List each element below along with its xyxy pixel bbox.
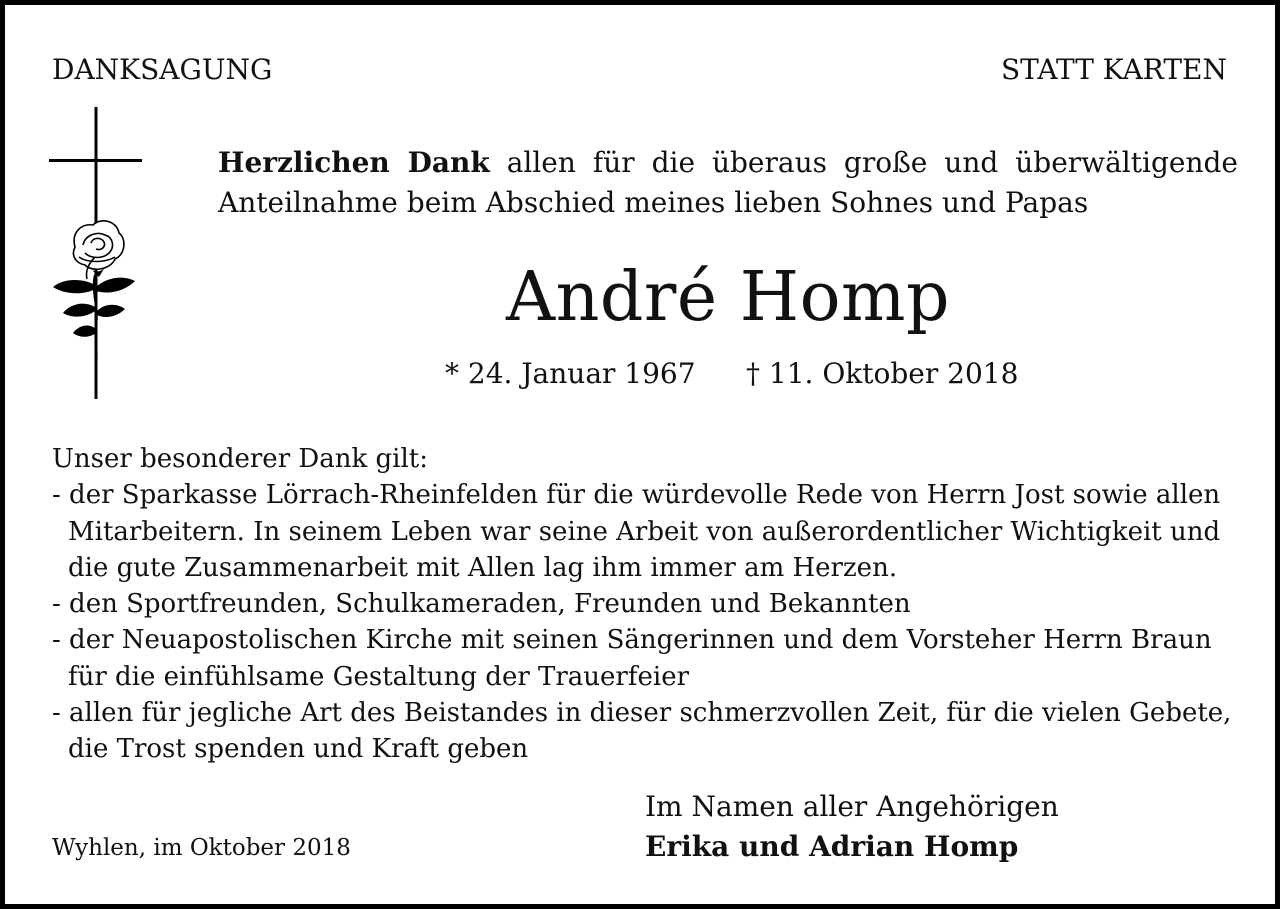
header-left: DANKSAGUNG <box>52 53 273 86</box>
thanks-item: - den Sportfreunden, Schulkameraden, Freunden und Bekannten <box>52 589 911 620</box>
thanks-heading: Unser besonderer Dank gilt: <box>52 444 428 474</box>
place-date: Wyhlen, im Oktober 2018 <box>52 835 351 861</box>
signature-names: Erika und Adrian Homp <box>645 830 1019 863</box>
thanks-section <box>52 441 1242 768</box>
intro-text <box>218 143 1238 223</box>
birth-date: * 24. Januar 1967 <box>445 357 696 390</box>
thanks-item: - der Neuapostolischen Kirche mit seinen Sängerinnen und dem Vorsteher Herrn Braun für die einfühlsame Gestaltung der Trauerfeier <box>52 625 1212 692</box>
signature-block <box>645 787 1059 867</box>
signature-line: Im Namen aller Angehörigen <box>645 790 1059 823</box>
header-right: STATT KARTEN <box>1001 53 1227 86</box>
thanks-item: - allen für jegliche Art des Beistandes in dieser schmerzvollen Zeit, für die vielen Gebete, die Trost spenden und Kraft geben <box>52 698 1232 765</box>
intro-line2: Anteilnahme beim Abschied meines lieben Sohnes und Papas <box>218 186 1089 219</box>
intro-bold: Herzlichen Dank <box>218 146 490 179</box>
intro-line1-rest: allen für die überaus große und überwältigende <box>506 146 1238 179</box>
deceased-name: André Homp <box>505 258 951 337</box>
death-date: † 11. Oktober 2018 <box>746 357 1019 390</box>
thanks-item: - der Sparkasse Lörrach-Rheinfelden für die würdevolle Rede von Herrn Jost sowie allen Mitarbeitern. In seinem Leben war seine Arbeit von außerordentlicher Wichtigkeit und die gute Zusammenarbeit mit Allen lag ihm immer am Herzen. <box>52 480 1221 583</box>
